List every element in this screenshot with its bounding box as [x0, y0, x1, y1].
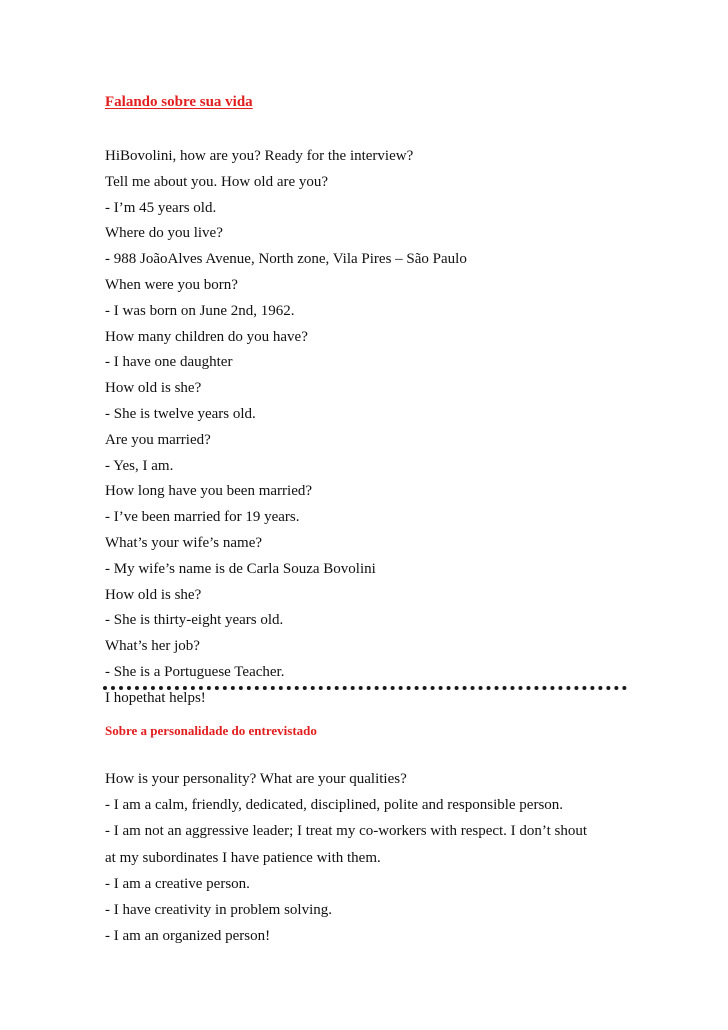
text-line: When were you born? [105, 276, 238, 293]
text-line: - She is a Portuguese Teacher. [105, 663, 285, 680]
text-line: Tell me about you. How old are you? [105, 173, 329, 190]
text-line: How many children do you have? [105, 328, 308, 345]
dotted-divider [103, 686, 627, 690]
text-line: at my subordinates I have patience with them. [105, 849, 381, 866]
text-line: - I was born on June 2nd, 1962. [105, 302, 295, 319]
text-line: - 988 JoãoAlves Avenue, North zone, Vila Pires – São Paulo [105, 251, 467, 268]
text-line: - She is thirty-eight years old. [105, 612, 284, 629]
text-line: I hopethat helps! [105, 689, 206, 706]
text-line: - Yes, I am. [105, 457, 174, 474]
text-line: Are you married? [105, 431, 211, 448]
text-line: How old is she? [105, 586, 202, 603]
text-line: - I’m 45 years old. [105, 199, 217, 216]
interview-personality-block [105, 766, 665, 949]
interview-life-block [105, 144, 665, 712]
text-line: - I am not an aggressive leader; I treat my co-workers with respect. I don’t shout [105, 823, 588, 840]
text-line: - I’ve been married for 19 years. [105, 509, 300, 526]
section-title-life: Falando sobre sua vida [105, 94, 253, 110]
text-line: - She is twelve years old. [105, 405, 256, 422]
text-line: - I have creativity in problem solving. [105, 902, 333, 919]
text-line: Where do you live? [105, 225, 223, 242]
text-line: - My wife’s name is de Carla Souza Bovolini [105, 560, 376, 577]
text-line: - I am a creative person. [105, 875, 250, 892]
text-line: - I have one daughter [105, 354, 233, 371]
text-line: How is your personality? What are your qualities? [105, 771, 407, 787]
section-title-personality: Sobre a personalidade do entrevistado [105, 723, 317, 738]
text-line: What’s her job? [105, 638, 200, 655]
text-line: What’s your wife’s name? [105, 534, 263, 551]
text-line: HiBovolini, how are you? Ready for the interview? [105, 148, 414, 164]
text-line: How old is she? [105, 380, 202, 397]
text-line: - I am an organized person! [105, 928, 271, 945]
text-line: - I am a calm, friendly, dedicated, disciplined, polite and responsible person. [105, 797, 564, 814]
text-line: How long have you been married? [105, 483, 313, 500]
